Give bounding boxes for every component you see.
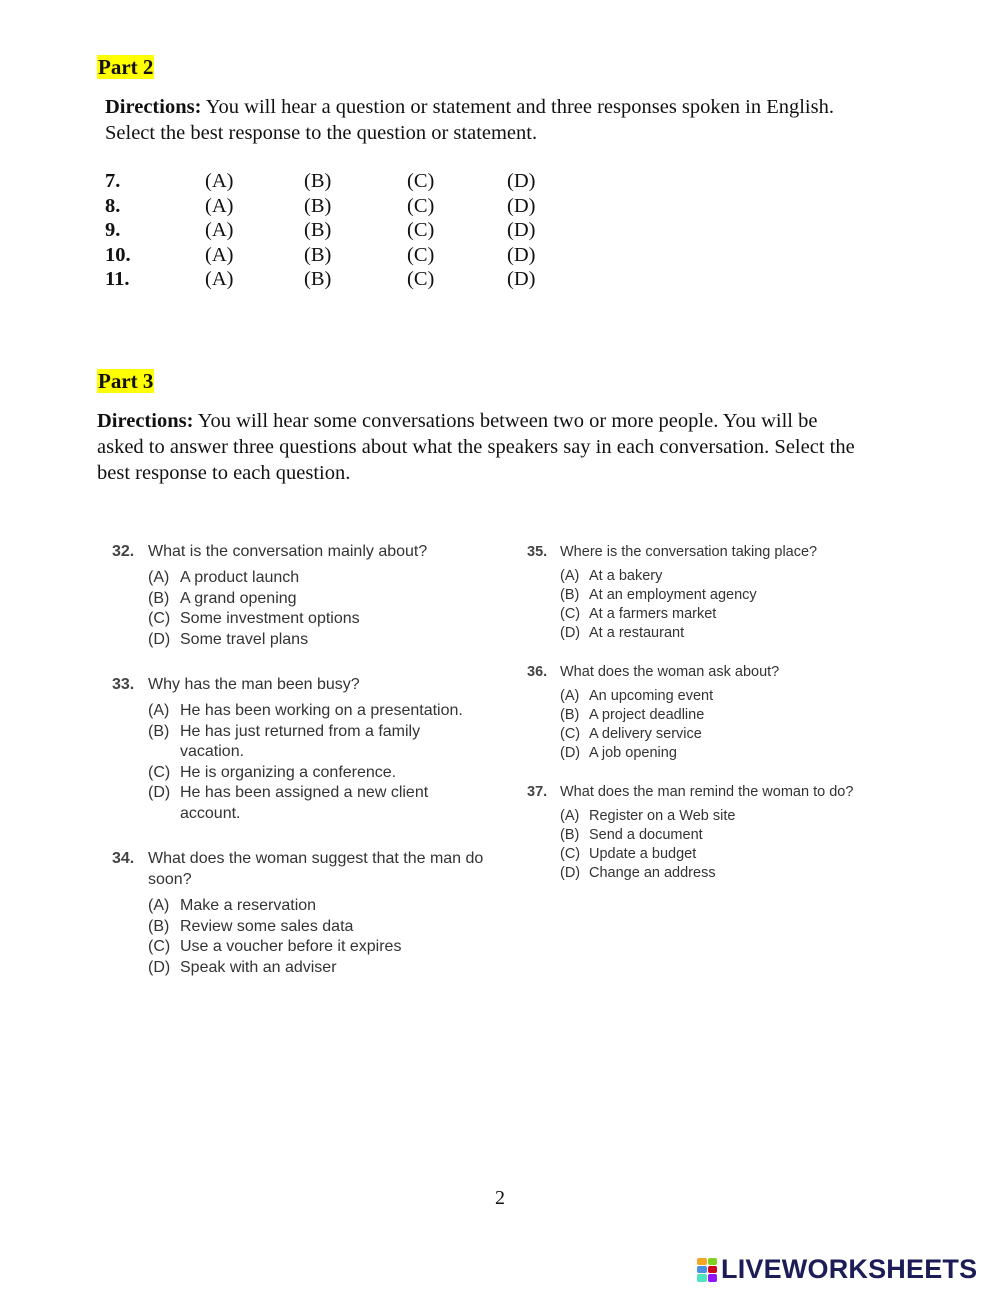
option-text: Some investment options bbox=[180, 610, 360, 627]
option-b[interactable]: (B) bbox=[304, 219, 332, 241]
option-text: Speak with an adviser bbox=[180, 958, 337, 976]
option-c[interactable]: (C) bbox=[407, 268, 435, 290]
option-letter: (D) bbox=[560, 865, 581, 881]
answer-option[interactable] bbox=[560, 725, 860, 744]
option-b[interactable]: (B) bbox=[304, 268, 332, 290]
question-number: 34. bbox=[112, 850, 135, 867]
option-letter: (C) bbox=[560, 726, 581, 742]
answer-option[interactable] bbox=[560, 605, 860, 624]
part-2-answer-grid bbox=[105, 169, 547, 292]
option-d[interactable]: (D) bbox=[507, 243, 536, 266]
option-letter: (B) bbox=[560, 587, 580, 603]
question-36 bbox=[527, 663, 860, 763]
option-text: An upcoming event bbox=[589, 688, 714, 704]
option-letter: (D) bbox=[148, 784, 171, 801]
answer-option[interactable] bbox=[560, 826, 860, 845]
question-text: Where is the conversation taking place? bbox=[560, 544, 818, 560]
answer-option[interactable] bbox=[560, 845, 860, 864]
option-text: A project deadline bbox=[589, 707, 705, 723]
answer-row bbox=[105, 267, 547, 292]
option-text: A job opening bbox=[589, 745, 677, 761]
answer-option[interactable] bbox=[148, 609, 500, 630]
option-text: Update a budget bbox=[589, 846, 697, 862]
option-text: At a farmers market bbox=[589, 606, 717, 622]
question-number: 32. bbox=[112, 543, 135, 560]
option-b[interactable]: (B) bbox=[304, 243, 332, 266]
answer-option[interactable] bbox=[560, 864, 860, 883]
answer-option[interactable] bbox=[148, 783, 500, 824]
answer-option[interactable] bbox=[148, 701, 500, 722]
answer-option[interactable] bbox=[148, 937, 500, 958]
logo-mark-icon bbox=[697, 1258, 717, 1282]
directions-text: You will hear some conversations between two or more people. You will be bbox=[197, 410, 818, 432]
option-text: At a bakery bbox=[589, 568, 663, 584]
answer-option[interactable] bbox=[560, 687, 860, 706]
question-34 bbox=[112, 848, 500, 978]
option-letter: (B) bbox=[148, 589, 170, 607]
logo-mark-tile bbox=[708, 1274, 718, 1281]
question-number: 7. bbox=[105, 170, 121, 192]
option-letter: (B) bbox=[560, 707, 580, 723]
option-text: At a restaurant bbox=[589, 625, 685, 641]
answer-option[interactable] bbox=[148, 896, 500, 917]
option-letter: (B) bbox=[148, 917, 170, 935]
option-text: He has just returned from a family vacation. bbox=[180, 722, 421, 760]
question-number: 36. bbox=[527, 664, 548, 680]
option-letter: (D) bbox=[560, 625, 581, 641]
answer-row bbox=[105, 194, 547, 219]
question-text: What does the man remind the woman to do? bbox=[560, 784, 854, 800]
directions-label: Directions: bbox=[105, 96, 202, 118]
answer-option[interactable] bbox=[148, 763, 500, 784]
option-letter: (B) bbox=[560, 827, 580, 843]
option-a[interactable]: (A) bbox=[205, 194, 234, 217]
answer-option[interactable] bbox=[148, 917, 500, 938]
option-text: At an employment agency bbox=[589, 587, 757, 603]
question-text: What does the woman suggest that the man do soon? bbox=[148, 850, 484, 888]
answer-option[interactable] bbox=[148, 568, 500, 589]
option-letter: (D) bbox=[148, 958, 171, 976]
option-c[interactable]: (C) bbox=[407, 243, 435, 266]
answer-row bbox=[105, 243, 547, 268]
option-letter: (D) bbox=[148, 630, 171, 648]
answer-option[interactable] bbox=[148, 722, 500, 763]
option-letter: (D) bbox=[560, 745, 581, 761]
option-text: Send a document bbox=[589, 827, 703, 843]
option-text: He has been working on a presentation. bbox=[180, 702, 463, 719]
answer-option[interactable] bbox=[560, 807, 860, 826]
option-letter: (A) bbox=[148, 897, 170, 914]
answer-option[interactable] bbox=[560, 624, 860, 643]
option-letter: (C) bbox=[148, 610, 171, 627]
option-text: Make a reservation bbox=[180, 897, 317, 914]
option-letter: (C) bbox=[560, 846, 581, 862]
directions-text: Select the best response to the question or statement. bbox=[105, 122, 538, 144]
directions-text: You will hear a question or statement and three responses spoken in English. bbox=[205, 96, 834, 118]
option-a[interactable]: (A) bbox=[205, 243, 234, 266]
question-33 bbox=[112, 674, 500, 824]
option-text: A delivery service bbox=[589, 726, 702, 742]
option-d[interactable]: (D) bbox=[507, 194, 536, 217]
part-3-directions bbox=[97, 408, 855, 486]
question-text: What is the conversation mainly about? bbox=[148, 543, 428, 560]
option-letter: (A) bbox=[560, 688, 580, 704]
answer-option[interactable] bbox=[560, 706, 860, 725]
question-35 bbox=[527, 543, 860, 643]
option-a[interactable]: (A) bbox=[205, 170, 234, 192]
option-c[interactable]: (C) bbox=[407, 170, 435, 192]
option-b[interactable]: (B) bbox=[304, 170, 332, 192]
option-text: A grand opening bbox=[180, 589, 297, 607]
option-text: Change an address bbox=[589, 865, 716, 881]
questions-right-column bbox=[527, 543, 887, 913]
directions-label: Directions: bbox=[97, 410, 194, 432]
option-text: Register on a Web site bbox=[589, 808, 736, 824]
question-number: 9. bbox=[105, 219, 121, 241]
question-text: Why has the man been busy? bbox=[148, 676, 360, 693]
directions-text: asked to answer three questions about what the speakers say in each conversation. Select the bbox=[97, 436, 855, 458]
part-3-heading: Part 3 bbox=[98, 369, 154, 393]
question-number: 35. bbox=[527, 544, 548, 560]
option-a[interactable]: (A) bbox=[205, 268, 234, 290]
option-letter: (C) bbox=[148, 763, 171, 781]
answer-option[interactable] bbox=[148, 630, 500, 651]
answer-row bbox=[105, 169, 547, 194]
logo-mark-tile bbox=[708, 1258, 718, 1265]
answer-option[interactable] bbox=[560, 586, 860, 605]
option-d[interactable]: (D) bbox=[507, 219, 536, 241]
question-37 bbox=[527, 783, 860, 883]
option-text: Review some sales data bbox=[180, 917, 354, 935]
question-number: 11. bbox=[105, 268, 130, 290]
option-letter: (B) bbox=[148, 722, 170, 740]
option-d[interactable]: (D) bbox=[507, 268, 536, 290]
option-letter: (A) bbox=[560, 808, 580, 824]
answer-option[interactable] bbox=[560, 567, 860, 586]
answer-option[interactable] bbox=[560, 744, 860, 763]
option-text: Some travel plans bbox=[180, 630, 309, 648]
directions-text: best response to each question. bbox=[97, 462, 351, 484]
option-letter: (A) bbox=[148, 569, 170, 586]
questions-left-column bbox=[112, 541, 512, 991]
logo-mark-tile bbox=[708, 1266, 718, 1273]
option-letter: (C) bbox=[148, 938, 171, 955]
liveworksheets-logo[interactable] bbox=[697, 1254, 977, 1285]
question-number: 8. bbox=[105, 194, 121, 217]
option-d[interactable]: (D) bbox=[507, 170, 536, 192]
option-b[interactable]: (B) bbox=[304, 194, 332, 217]
option-letter: (C) bbox=[560, 606, 581, 622]
option-text: He is organizing a conference. bbox=[180, 763, 397, 781]
part-2-heading: Part 2 bbox=[98, 55, 154, 79]
answer-option[interactable] bbox=[148, 589, 500, 610]
question-number: 37. bbox=[527, 784, 548, 800]
question-text: What does the woman ask about? bbox=[560, 664, 780, 680]
option-c[interactable]: (C) bbox=[407, 194, 435, 217]
option-text: Use a voucher before it expires bbox=[180, 938, 402, 955]
option-c[interactable]: (C) bbox=[407, 219, 435, 241]
logo-text: LIVEWORKSHEETS bbox=[721, 1254, 978, 1284]
option-letter: (A) bbox=[560, 568, 580, 584]
logo-mark-tile bbox=[697, 1266, 707, 1273]
answer-option[interactable] bbox=[148, 958, 500, 979]
option-letter: (A) bbox=[148, 702, 170, 719]
option-a[interactable]: (A) bbox=[205, 219, 234, 241]
option-text: A product launch bbox=[180, 569, 300, 586]
question-number: 10. bbox=[105, 243, 131, 266]
question-number: 33. bbox=[112, 676, 135, 693]
option-text: He has been assigned a new client account. bbox=[180, 784, 429, 822]
answer-row bbox=[105, 218, 547, 243]
page-number: 2 bbox=[495, 1187, 505, 1209]
question-32 bbox=[112, 541, 500, 650]
logo-mark-tile bbox=[697, 1258, 707, 1265]
logo-mark-tile bbox=[697, 1274, 707, 1281]
part-2-directions bbox=[105, 94, 834, 146]
